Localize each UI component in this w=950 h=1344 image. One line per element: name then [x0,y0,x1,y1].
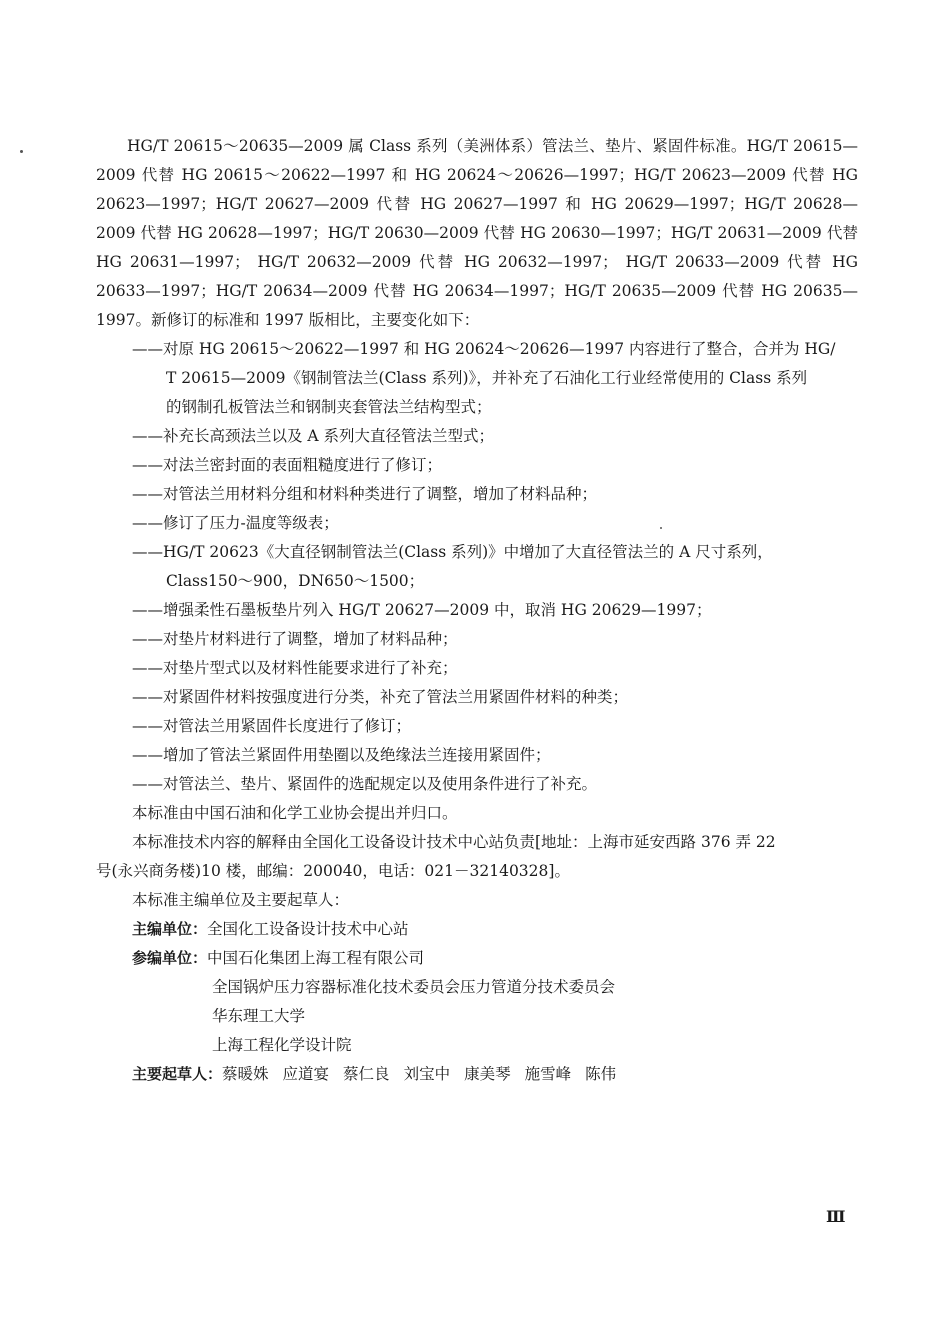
participating-unit-name: 中国石化集团上海工程有限公司 [207,949,425,967]
change-item-continuation: T 20615—2009《钢制管法兰(Class 系列)》，并补充了石油化工行业经常使用的 Class 系列 [166,369,808,387]
change-item-text: ——对法兰密封面的表面粗糙度进行了修订； [132,456,443,474]
drafting-intro: 本标准主编单位及主要起草人： [132,891,350,909]
chief-unit-label: 主编单位： [132,920,208,938]
proposed-by-statement: 本标准由中国石油和化学工业协会提出并归口。 [132,804,458,822]
change-item [96,538,858,596]
drafter-name: 应道宴 [282,1065,330,1083]
participating-unit-name: 全国锅炉压力容器标准化技术委员会压力管道分技术委员会 [212,978,616,996]
drafter-name: 施雪峰 [524,1065,572,1083]
change-item-text: ——增加了管法兰紧固件用垫圈以及绝缘法兰连接用紧固件； [132,746,551,764]
changes-list [96,335,858,799]
body-text [96,132,858,1089]
change-item-continuation: Class150～900，DN650～1500； [166,572,425,590]
drafters-row [132,1060,858,1089]
change-item-text: ——对管法兰用紧固件长度进行了修订； [132,717,412,735]
drafter-name: 康美琴 [464,1065,511,1083]
change-item-continuation: 的钢制孔板管法兰和钢制夹套管法兰结构型式； [166,398,492,416]
change-item-text: ——对原 HG 20615～20622—1997 和 HG 20624～20626—1997 内容进行了整合，合并为 HG/ [132,340,836,358]
change-item-text: ——对紧固件材料按强度进行分类，补充了管法兰用紧固件材料的种类； [132,688,629,706]
drafters-label: 主要起草人： [132,1065,223,1083]
participating-unit-label: 参编单位： [132,949,208,967]
participating-unit-name: 上海工程化学设计院 [212,1036,352,1054]
change-item-text: ——对管法兰用材料分组和材料种类进行了调整，增加了材料品种； [132,485,598,503]
interpretation-statement-continued: 号(永兴商务楼)10 楼，邮编：200040，电话：021－32140328]。 [96,862,570,880]
change-item-text: ——修订了压力-温度等级表； [132,514,339,532]
scan-speck [20,150,23,153]
drafter-name: 刘宝中 [403,1065,451,1083]
participating-unit-name: 华东理工大学 [212,1007,306,1025]
change-item-text: ——HG/T 20623《大直径钢制管法兰(Class 系列)》中增加了大直径管法兰的 A 尺寸系列， [132,543,773,561]
interpretation-statement: 本标准技术内容的解释由全国化工设备设计技术中心站负责[地址：上海市延安西路 376 弄 22 [132,833,776,851]
drafter-name: 蔡暖姝 [222,1065,269,1083]
drafter-name: 蔡仁良 [343,1065,390,1083]
participating-unit-row [132,944,858,973]
page-number: Ⅲ [826,1207,846,1226]
chief-unit-row [132,915,858,944]
change-item-text: ——对垫片材料进行了调整，增加了材料品种； [132,630,458,648]
change-item-text: ——对垫片型式以及材料性能要求进行了补充； [132,659,458,677]
change-item [96,335,858,422]
change-item-text: ——增强柔性石墨板垫片列入 HG/T 20627—2009 中，取消 HG 20629—1997； [132,601,712,619]
change-item-text: ——补充长高颈法兰以及 A 系列大直径管法兰型式； [132,427,495,445]
intro-paragraph: HG/T 20615～20635—2009 属 Class 系列（美洲体系）管法兰、垫片、紧固件标准。HG/T 20615—2009 代替 HG 20615～20622—1997 和 HG 20624～20626—1997；HG/T 20623—2009 代替 HG 20623—1997；HG/T 20627—2009 代替 HG 20627—1997 和 HG 20629—1997；HG/T 20628—2009 代替 HG 20628—1997；HG/T 20630—2009 代替 HG 20630—1997；HG/T 20631—2009 代替 HG 20631—1997； HG/T 20632—2009 代替 HG 20632—1997； HG/T 20633—2009 代替 HG 20633—1997；HG/T 20634—2009 代替 HG 20634—1997；HG/T 20635—2009 代替 HG 20635—1997。新修订的标准和 1997 版相比，主要变化如下： [96,137,858,329]
change-item-text: ——对管法兰、垫片、紧固件的选配规定以及使用条件进行了补充。 [132,775,598,793]
chief-unit-name: 全国化工设备设计技术中心站 [207,920,409,938]
drafter-name: 陈伟 [585,1065,617,1083]
